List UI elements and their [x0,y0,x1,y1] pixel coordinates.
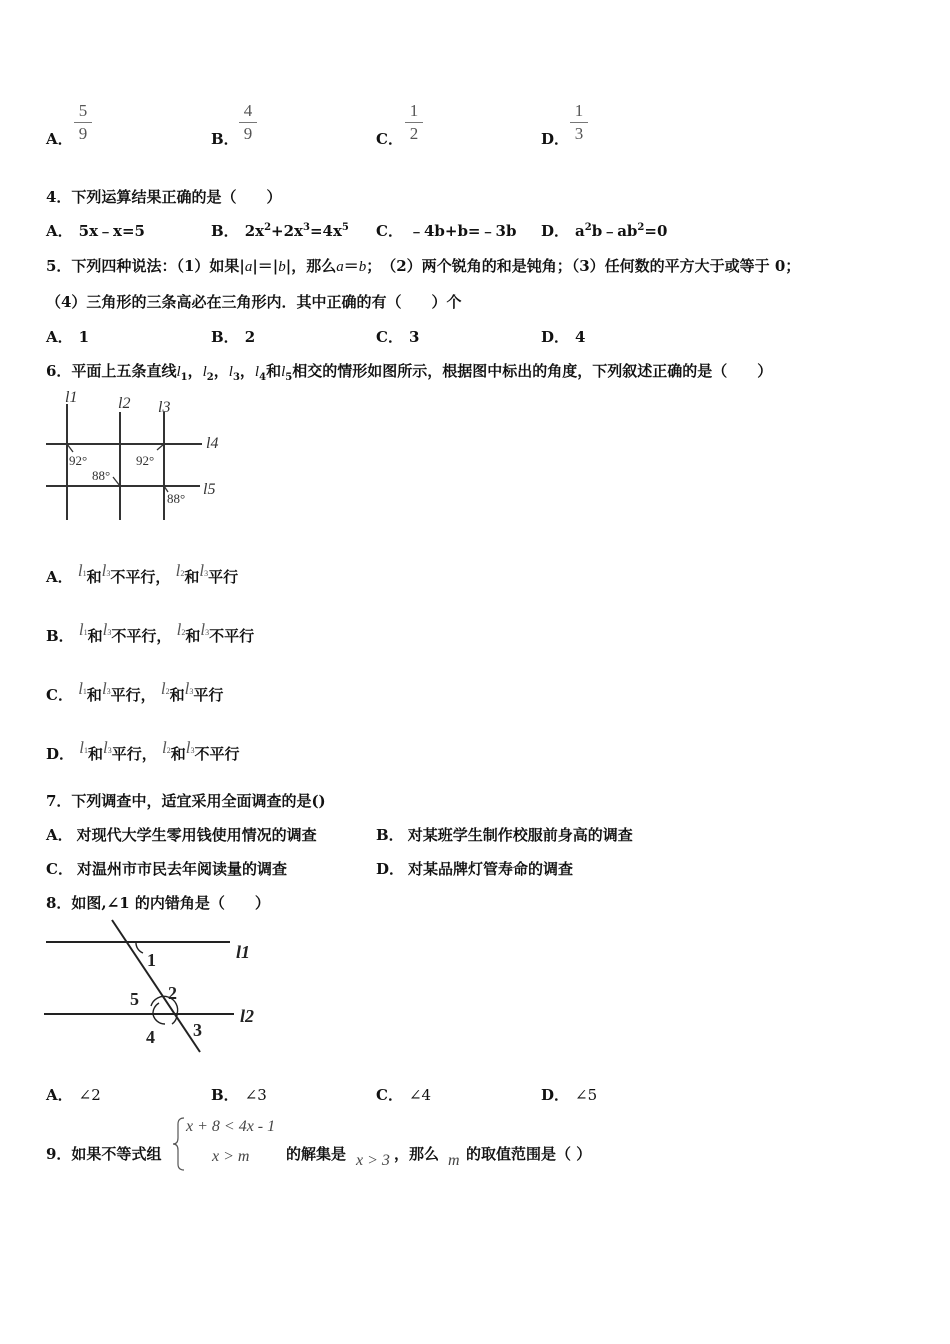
q6-l2-sub: 2 [206,372,214,383]
q6-sep2: ， [213,362,229,380]
q5-d-text: 4 [575,328,586,346]
q6-a-sym2: l [101,561,107,580]
q4-stem: 4．下列运算结果正确的是（ ） [46,188,282,206]
q6-l3-sub: 3 [232,372,240,383]
q4-b-sup1: 2 [264,222,272,233]
q3-b-num: 4 [239,101,257,123]
q6-b-sym2: l [102,620,108,639]
q9-inequality-2: x > m [212,1148,250,1165]
q6-l2-sym: l [202,364,207,380]
q6-l3-sym: l [228,364,233,380]
q6-l1-sub: 1 [180,372,188,383]
q6-fig-label-l3: l3 [158,399,171,416]
q4-b-part1: 2x [244,222,265,240]
q6-option-a [46,561,239,587]
q4-b-part2: +2x [271,222,303,240]
q6-c-sym3: l [160,679,166,698]
q6-angle-88-bottom: 88° [167,491,186,506]
q6-d-label: D． [46,745,75,763]
q6-l1-sym: l [176,364,181,380]
q7-d-text: 对某品牌灯管寿命的调查 [408,860,574,878]
q6-d-sym2: l [103,738,108,757]
q6-d-sym1: l [79,738,84,757]
q6-angle-92-left: 92° [69,453,88,468]
q6-text-a: 6．平面上五条直线 [46,362,177,380]
q5-text-b: |＝| [252,257,279,275]
q8-label-angle-5: 5 [130,989,139,1009]
q6-b-text1: 和 [87,627,103,645]
q6-l5-sub: 5 [285,372,293,383]
q7-d-label: D． [376,860,405,878]
q6-sep3: ， [239,362,255,380]
q6-c-sym2: l [101,679,107,698]
q5-var-b: b [278,259,286,275]
q7-option-c [46,858,287,879]
q7-stem: 7．下列调查中，适宜采用全面调查的是() [46,792,326,810]
q5-a-text: 1 [78,328,90,346]
q6-l4-sub: 4 [259,372,267,383]
q3-a-den: 9 [78,124,88,143]
q5-c-text: 3 [408,328,420,346]
q9-stem-b: 的解集是 [286,1145,347,1163]
q8-option-b [211,1084,267,1105]
q6-option-c [46,679,224,705]
q3-c-num: 1 [405,101,423,123]
q6-c-sub4: 3 [189,687,194,696]
q4-option-a [46,220,145,241]
q6-c-text2: 平行， [110,686,156,704]
q5-text-c: |，那么 [285,257,337,275]
q6-d-sub4: 3 [190,746,195,755]
q3-b-den: 9 [243,124,253,143]
q6-c-sym4: l [184,679,190,698]
q7-option-b [376,824,633,845]
q6-a-sub3: 2 [180,569,185,578]
q7-b-text: 对某班学生制作校服前身高的调查 [407,826,633,844]
q4-a-label: A． [46,222,73,240]
q5-a-label: A． [46,328,73,346]
q6-b-text2: 不平行， [111,627,172,645]
q5-text-d: ； （2）两个锐角的和是钝角；（3）任何数的平方大于或等于 0； [366,257,801,275]
q4-a-text: 5x﹣x=5 [78,222,145,240]
q8-label-angle-1: 1 [147,950,156,970]
q6-b-sub1: 1 [83,628,88,637]
q6-fig-label-l4: l4 [206,435,219,452]
q4-d-label: D． [541,222,570,240]
q6-b-sub4: 3 [205,628,210,637]
q4-d-sup1: 2 [584,222,592,233]
q8-arc-1 [136,942,143,953]
q6-a-label: A． [46,568,73,586]
q4-d-sup2: 2 [637,222,645,233]
q8-c-text: ∠4 [408,1086,432,1104]
q8-transversal-figure [40,918,275,1058]
q6-sep1: ， [187,362,203,380]
q5-stem-line2: （4）三角形的三条高必在三角形内．其中正确的有（ ）个 [46,293,462,311]
q7-c-label: C． [46,860,73,878]
q3-option-b-fraction [239,101,257,145]
q9-inequality-1: x + 8 < 4x - 1 [186,1118,276,1135]
q5-eq-sign: ＝ [343,257,359,275]
q8-a-text: ∠2 [78,1086,101,1104]
q5-option-b [211,326,255,347]
q8-label-angle-3: 3 [193,1020,202,1040]
q3-d-num: 1 [570,101,588,123]
q7-a-label: A． [46,826,73,844]
q6-and: 和 [266,362,282,380]
q6-a-text3: 和 [184,568,200,586]
q6-d-text3: 和 [170,745,186,763]
q7-b-label: B． [376,826,404,844]
q6-d-sub2: 3 [107,746,112,755]
q3-option-a-fraction [74,101,92,145]
q8-stem: 8．如图,∠1 的内错角是（ ） [46,894,270,912]
q5-option-a [46,326,89,347]
q6-option-d [46,738,240,764]
q6-c-text4: 平行 [193,686,224,704]
q6-a-sym4: l [199,561,205,580]
q6-l4-sym: l [254,364,260,380]
q8-arc-4 [153,1014,165,1024]
q6-d-sym4: l [185,738,191,757]
q6-angle-88-middle: 88° [92,468,111,483]
q6-lines-figure [40,384,240,526]
q9-stem-d: 的取值范围是（ ） [466,1145,592,1163]
q6-a-text4: 平行 [208,568,239,586]
q5-d-label: D． [541,328,570,346]
q6-d-text1: 和 [87,745,103,763]
q8-c-label: C． [376,1086,403,1104]
q6-angle-92-right: 92° [136,453,155,468]
q8-b-label: B． [211,1086,239,1104]
q8-d-text: ∠5 [575,1086,598,1104]
q5-eq-b: b [358,259,367,275]
q6-d-sub3: 2 [166,746,171,755]
q4-d-part3: =0 [644,222,668,240]
q4-b-part3: =4x [309,222,342,240]
q4-c-text: ﹣4b+b=﹣3b [408,222,517,240]
q9-var-m: m [448,1152,460,1169]
q3-option-d-label: D． [541,130,570,148]
q6-b-sym1: l [78,620,84,639]
q8-option-c [376,1084,431,1105]
q6-a-text2: 不平行， [110,568,171,586]
q8-label-angle-2: 2 [168,983,177,1003]
q6-angle-marks [67,444,168,492]
q6-fig-label-l5: l5 [203,481,216,498]
q8-arc-5 [153,1003,159,1014]
q6-d-sym3: l [161,738,167,757]
q9-brace [172,1116,186,1172]
q7-c-text: 对温州市市民去年阅读量的调查 [76,860,287,878]
q7-option-a [46,824,317,845]
q4-option-d [541,220,667,241]
q5-b-label: B． [211,328,239,346]
q6-stem [46,360,772,383]
q6-b-sub3: 2 [181,628,186,637]
q4-b-sup3: 5 [341,222,349,233]
q6-b-label: B． [46,627,74,645]
q6-b-sym4: l [200,620,206,639]
q9-solution: x > 3 [356,1152,390,1169]
q6-d-sub1: 1 [83,746,88,755]
q6-c-sym1: l [78,679,83,698]
q6-b-sub2: 3 [107,628,112,637]
q6-c-sub3: 2 [165,687,170,696]
q6-l5-sym: l [281,364,286,380]
q8-option-a [46,1084,101,1105]
q6-a-sym1: l [77,561,83,580]
q6-c-sub2: 3 [106,687,111,696]
q6-fig-label-l1: l1 [65,389,78,406]
q6-a-text1: 和 [86,568,102,586]
q3-c-den: 2 [409,124,419,143]
q5-b-text: 2 [244,328,256,346]
q6-c-text3: 和 [169,686,185,704]
q5-option-d [541,326,585,347]
q5-text-a: 5．下列四种说法：（1）如果| [46,257,245,275]
q6-c-text1: 和 [86,686,102,704]
q8-option-d [541,1084,597,1105]
q6-b-text3: 和 [185,627,201,645]
q6-option-b [46,620,255,646]
q4-option-b [211,220,349,241]
q3-a-num: 5 [74,101,92,123]
q4-c-label: C． [376,222,403,240]
q4-b-label: B． [211,222,239,240]
q8-a-label: A． [46,1086,73,1104]
q3-option-c-label: C． [376,130,403,148]
q3-option-c-fraction [405,101,423,145]
q7-a-text: 对现代大学生零用钱使用情况的调查 [76,826,317,844]
q9-stem-a: 9．如果不等式组 [46,1145,162,1163]
q6-c-label: C． [46,686,73,704]
q4-b-sup2: 3 [303,222,310,233]
q8-label-l2: l2 [240,1006,255,1026]
q8-b-text: ∠3 [244,1086,267,1104]
q3-option-a-label: A． [46,130,73,148]
q5-eq-a: a [336,259,344,275]
q5-var-a: a [244,259,253,275]
q6-b-text4: 不平行 [209,627,255,645]
q9-stem-c: ，那么 [394,1145,440,1163]
q5-stem-line1 [46,255,800,276]
q6-mark2 [113,477,120,486]
q6-fig-label-l2: l2 [118,395,131,412]
q6-a-sub1: 1 [82,569,87,578]
q4-option-c [376,220,516,241]
q8-label-angle-4: 4 [146,1027,155,1047]
q6-a-sub2: 3 [106,569,111,578]
q6-c-sub1: 1 [82,687,87,696]
q4-d-part1: a [575,222,585,240]
q5-c-label: C． [376,328,403,346]
q8-d-label: D． [541,1086,570,1104]
q7-option-d [376,858,573,879]
q5-option-c [376,326,419,347]
q6-a-sym3: l [175,561,181,580]
q6-a-sub4: 3 [204,569,209,578]
q6-d-text2: 平行， [111,745,157,763]
q3-option-d-fraction [570,101,588,145]
q8-transversal [112,920,200,1052]
q3-option-b-label: B． [211,130,239,148]
q6-b-sym3: l [176,620,182,639]
q3-d-den: 3 [574,124,584,143]
q4-d-part2: b﹣ab [591,222,638,240]
q6-d-text4: 不平行 [194,745,240,763]
q8-label-l1: l1 [236,942,251,962]
q6-text-b: 相交的情形如图所示，根据图中标出的角度，下列叙述正确的是（ ） [292,362,773,380]
